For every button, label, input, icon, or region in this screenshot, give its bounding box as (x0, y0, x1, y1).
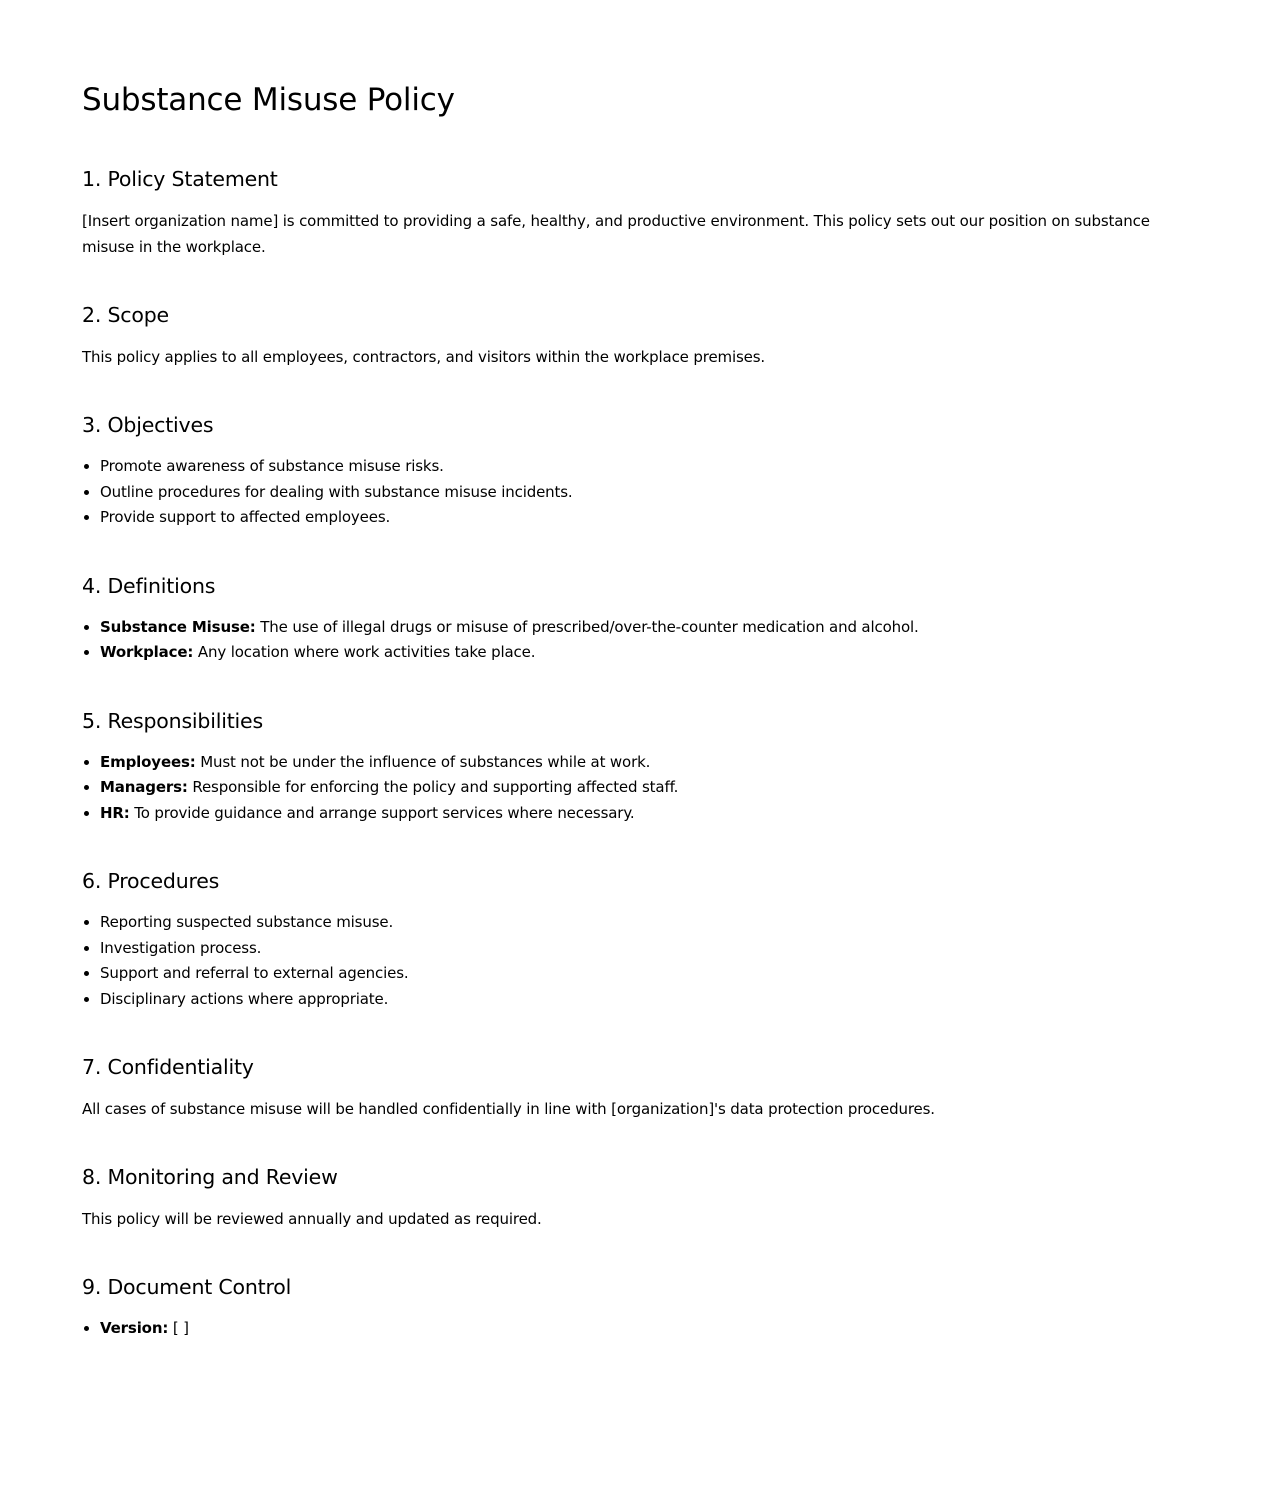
objectives-list (82, 454, 1181, 531)
list-item: • Promote awareness of substance misuse risks. (100, 454, 1181, 480)
section-heading: 1. Policy Statement (82, 167, 278, 191)
section-procedures (82, 866, 1181, 1012)
definitions-list (82, 615, 1181, 666)
term-label: Substance Misuse: (100, 617, 256, 636)
section-objectives (82, 410, 1181, 531)
role-label: Managers: (100, 778, 188, 796)
responsibilities-list (82, 750, 1181, 827)
role-label: HR: (100, 803, 130, 822)
section-document-control (82, 1272, 1181, 1342)
term-description: The use of illegal drugs or misuse of prescribed/over-the-counter medication and alcohol. (255, 617, 919, 636)
section-heading: 8. Monitoring and Review (82, 1165, 338, 1189)
list-item: • Support and referral to external agencies. (100, 961, 1181, 987)
term-label: Workplace: (100, 643, 194, 661)
procedures-list (82, 910, 1181, 1012)
section-scope (82, 300, 1181, 370)
section-text: All cases of substance misuse will be handled confidentially in line with [organization]'s data protection procedures. (82, 1100, 935, 1118)
role-description: Responsible for enforcing the policy and supporting affected staff. (187, 778, 679, 796)
list-item (100, 640, 1181, 666)
list-item (100, 1316, 1181, 1342)
section-heading: 3. Objectives (82, 413, 214, 437)
page-title: Substance Misuse Policy (82, 82, 455, 118)
section-text: [Insert organization name] is committed to providing a safe, healthy, and productive environment. This policy sets out our position on substance misuse in the workplace. (82, 212, 1150, 256)
list-item: • Outline procedures for dealing with substance misuse incidents. (100, 480, 1181, 506)
role-description: To provide guidance and arrange support services where necessary. (129, 803, 635, 822)
role-description: Must not be under the influence of substances while at work. (195, 752, 651, 771)
list-item: • Investigation process. (100, 936, 1181, 962)
section-heading: 2. Scope (82, 303, 169, 327)
list-item (100, 775, 1181, 801)
section-text: This policy will be reviewed annually and updated as required. (82, 1210, 542, 1228)
list-item (100, 615, 1181, 641)
version-label: Version: (100, 1319, 169, 1337)
section-heading: 7. Confidentiality (82, 1055, 254, 1079)
section-heading: 9. Document Control (82, 1275, 292, 1299)
term-description: Any location where work activities take place. (193, 643, 536, 661)
list-item: • Disciplinary actions where appropriate. (100, 987, 1181, 1013)
section-definitions (82, 571, 1181, 666)
section-heading: 5. Responsibilities (82, 708, 263, 733)
list-item: • Provide support to affected employees. (100, 505, 1181, 531)
section-monitoring-review (82, 1162, 1181, 1232)
section-text: This policy applies to all employees, contractors, and visitors within the workplace premises. (82, 348, 766, 366)
section-policy-statement (82, 164, 1181, 260)
section-confidentiality (82, 1052, 1181, 1122)
role-label: Employees: (100, 752, 196, 771)
list-item (100, 750, 1181, 776)
list-item: • Reporting suspected substance misuse. (100, 910, 1181, 936)
section-responsibilities (82, 706, 1181, 827)
document-control-list (82, 1316, 1181, 1342)
section-heading: 6. Procedures (82, 869, 220, 893)
list-item (100, 801, 1181, 827)
section-heading: 4. Definitions (82, 573, 216, 598)
version-value: [ ] (168, 1319, 189, 1337)
